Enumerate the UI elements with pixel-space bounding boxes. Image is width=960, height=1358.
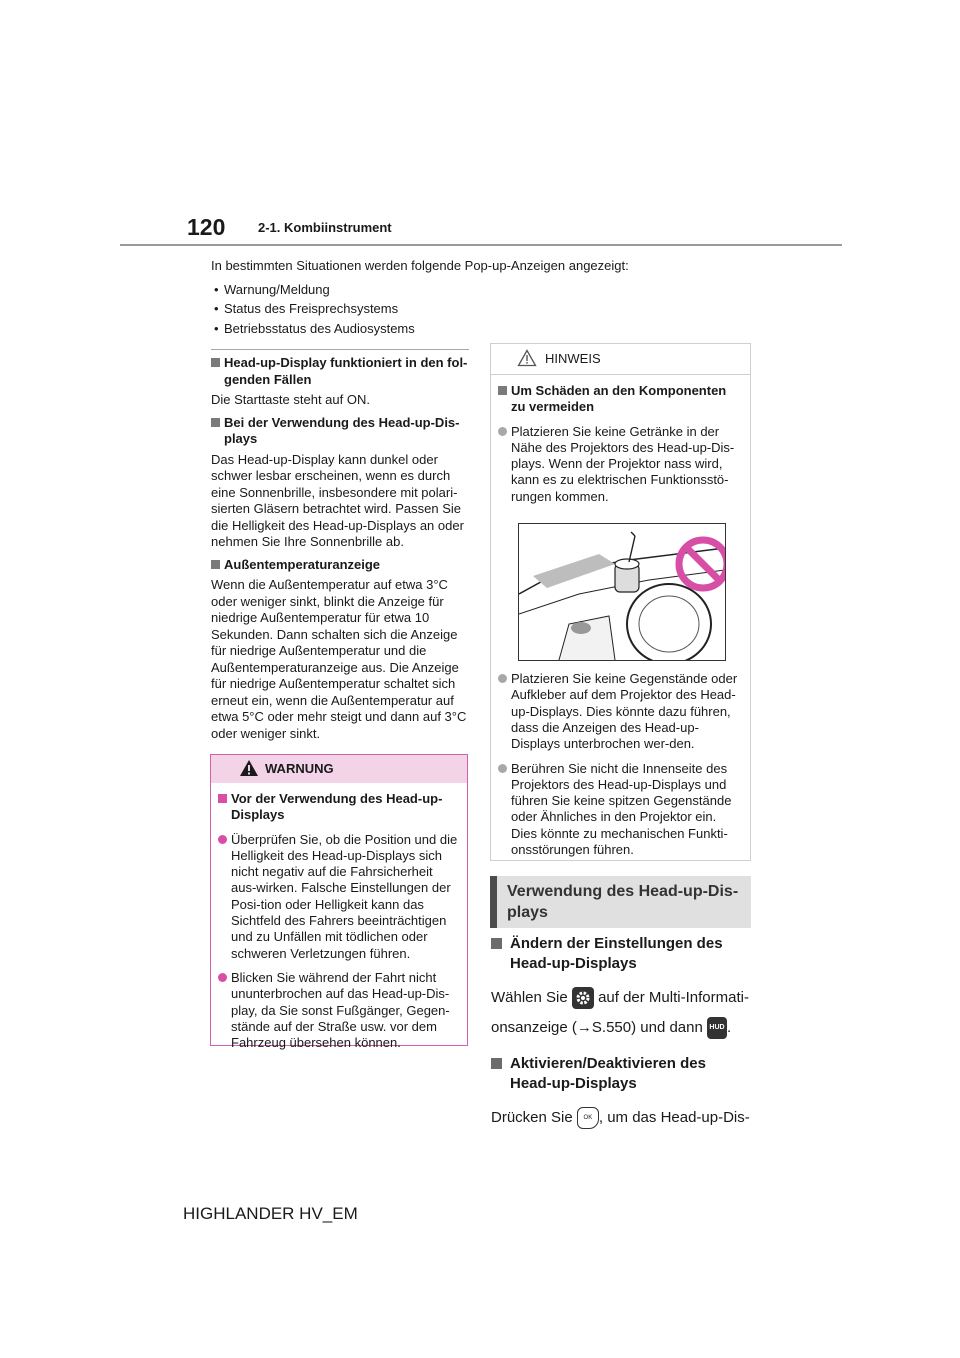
intro-block [211,256,771,338]
square-bullet-icon [218,794,227,803]
notice-header [491,344,750,375]
square-bullet-icon [211,358,220,367]
intro-bullets [211,280,771,339]
subsection-heading: Aktivieren/Deaktivieren des Head-up-Displays [491,1054,751,1094]
warning-item: Überprüfen Sie, ob die Position und die Helligkeit des Head-up-Displays sich nicht negativ auf die Fahrsicherheit aus-wirken. Falsche Einstellungen der Posi-tion oder Helligkeit kann das Sichtfeld des Fahrers beeinträchtigen und zu Unfällen mit tödlichen oder schweren Verletzungen führen. [218,832,459,962]
round-bullet-icon [498,674,507,683]
warning-box [210,754,468,1051]
notice-item: Berühren Sie nicht die Innenseite des Projektors des Head-up-Displays und führen Sie keine spitzen Gegenstände oder Ähnliches in den Projektor ein. Dies könnte zu mechanischen Funkti-onsstörungen führen. [498,761,742,859]
projector-drink-illustration [518,523,726,661]
subsection-heading: Ändern der Einstellungen des Head-up-Displays [491,934,751,974]
subsection-heading: Bei der Verwendung des Head-up-Dis-plays [211,415,469,448]
warning-triangle-icon [239,759,259,777]
square-bullet-icon [498,386,507,395]
header-divider [120,244,842,246]
round-bullet-icon [218,835,227,844]
warning-header [211,755,467,783]
settings-gear-icon [572,987,594,1009]
list-item: • Betriebsstatus des Audiosystems [211,319,771,339]
ok-button-icon: OK [577,1107,599,1129]
section-band-title: Verwendung des Head-up-Dis-plays [507,883,739,921]
usage-body [491,934,751,1144]
warning-item: Blicken Sie während der Fahrt nicht ununterbrochen auf das Head-up-Dis-play, da Sie sonst Fußgänger, Gegen-stände auf der Straße usw. vor dem Fahrzeug übersehen können. [218,970,459,1051]
notice-title: HINWEIS [545,351,601,366]
caution-triangle-icon [517,349,537,367]
subsection-heading: Außentemperaturanzeige [211,557,469,574]
paragraph: Das Head-up-Display kann dunkel oder schwer lesbar erscheinen, wenn es durch eine Sonnenbrille, insbesondere mit polari-sierten Gläsern betrachtet wird. Passen Sie die Helligkeit des Head-up-Displays an oder nehmen Sie Ihre Sonnenbrille ab. [211,451,464,549]
warning-title: WARNUNG [265,761,334,776]
notice-box [490,343,751,861]
section-band [490,876,751,928]
notice-item: Platzieren Sie keine Gegenstände oder Aufkleber auf dem Projektor des Head-up-Displays. Dies könnte dazu führen, dass die Anzeigen des Head-up-Displays unterbrochen wer-den. [498,671,742,752]
round-bullet-icon [218,973,227,982]
round-bullet-icon [498,427,507,436]
square-bullet-icon [491,1058,502,1069]
hud-icon: HUD [707,1017,727,1039]
square-bullet-icon [211,560,220,569]
list-item: • Warnung/Meldung [211,280,771,300]
page-number: 120 [187,214,226,240]
paragraph: Wählen Sie auf der Multi-Informati-onsanzeige (→S.550) und dann HUD . [491,983,751,1043]
square-bullet-icon [211,418,220,427]
subsection-heading: Head-up-Display funktioniert in den fol-genden Fällen [211,355,469,388]
left-column [211,349,469,748]
section-title: 2-1. Kombiinstrument [258,220,392,235]
paragraph: Die Starttaste steht auf ON. [211,392,370,407]
notice-heading: Um Schäden an den Komponenten zu vermeiden [498,383,742,416]
round-bullet-icon [498,764,507,773]
paragraph: Wenn die Außentemperatur auf etwa 3°C oder weniger sinkt, blinkt die Anzeige für niedrige Außentemperatur für etwa 10 Sekunden. Dann schalten sich die Anzeige für niedrige Außentemperatur und die Außentemperaturanzeige aus. Die Anzeige für niedrige Außentemperatur schaltet sich erneut ein, wenn die Außentemperatur auf etwa 5°C oder mehr steigt und dann auf 3°C oder weniger sinkt. [211,577,467,741]
list-item: • Status des Freisprechsystems [211,299,771,319]
illustration-image [519,524,725,660]
column-divider [211,349,469,350]
notice-item: Platzieren Sie keine Getränke in der Nähe des Projektors des Head-up-Dis-plays. Wenn der Projektor nass wird, kann es zu elektrischen Funktionsstö-rungen kommen. [498,424,742,505]
footer-model: HIGHLANDER HV_EM [183,1204,358,1223]
paragraph: Drücken Sie OK , um das Head-up-Dis- [491,1103,751,1133]
intro-text: In bestimmten Situationen werden folgende Pop-up-Anzeigen angezeigt: [211,258,629,273]
warning-heading: Vor der Verwendung des Head-up-Displays [218,791,459,824]
square-bullet-icon [491,938,502,949]
